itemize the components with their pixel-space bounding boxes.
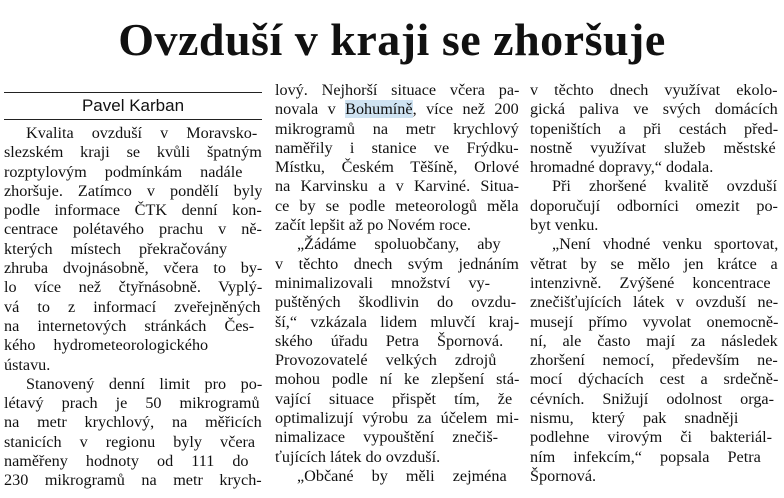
text-line: mohou podle ní ke zlepšení stá- — [275, 370, 519, 389]
text-line: minimalizovali množství vy- — [275, 273, 491, 292]
text-line: musejí přímo vyvolat onemocně- — [530, 312, 778, 331]
text-line: v těchto dnech využívat ekolo- — [530, 81, 778, 99]
text-line: naměřeny hodnoty od 111 do — [4, 452, 249, 471]
text-line: nostně využívat služeb městské — [530, 138, 776, 157]
text-line: Při zhoršené kvalitě ovzduší — [552, 177, 777, 196]
text-line: létavý prach je 50 mikrogramů — [4, 394, 260, 413]
text-line: vající situace přispět tím, že — [275, 389, 513, 408]
byline — [4, 92, 262, 120]
article-column-1 — [4, 124, 262, 491]
text-line: byt venku. — [530, 216, 599, 235]
text-line: lový. Nejhorší situace včera pa- — [275, 81, 519, 99]
text-line: intenzivně. Zvýšené koncentrace — [530, 273, 771, 292]
text-line: hromadné dopravy,“ dodala. — [530, 158, 714, 177]
text-line: Místku, Českém Těšíně, Orlové — [275, 158, 519, 177]
text-line: cévních. Snižují odolnost orga- — [530, 389, 775, 408]
text-line: ústavu. — [4, 355, 51, 374]
text-line: stanicích v regionu byly včera — [4, 432, 256, 451]
headline: Ovzduší v kraji se zhoršuje — [118, 14, 666, 65]
text-line: Kvalita ovzduší v Moravsko- — [26, 124, 258, 142]
text-line: slezském kraji se kvůli špatným — [4, 143, 262, 162]
text-line: nimalizace vypouštění znečiš- — [275, 428, 499, 447]
text-line: zhruba dvojnásobně, včera to by- — [4, 259, 262, 278]
text-line: vá to z informací zveřejněných — [4, 297, 261, 316]
text-line: Provozovatelé velkých zdrojů — [275, 351, 497, 370]
text-line: centrace polétavého prachu v ně- — [4, 220, 262, 239]
text-line: naměřily i stanice ve Frýdku- — [275, 138, 519, 157]
text-line: nismu, který pak snadněji — [530, 409, 739, 428]
text-line: ce by se podle meteorologů měla — [275, 196, 519, 215]
text-line: kého hydrometeorologického — [4, 336, 209, 355]
text-line: znečišťujících látek v ovzduší ne- — [530, 293, 778, 312]
text-line: podle informace ČTK denní kon- — [4, 201, 262, 220]
text-line: novala v Bohumíně, více než 200 — [275, 100, 519, 119]
text-line: rozptylovým podmínkám nadále — [4, 162, 243, 181]
text-line: na Karvinsku a v Karviné. Situa- — [275, 177, 519, 196]
text-line: Špornová. — [530, 466, 597, 485]
text-line: ťujících látek do ovzduší. — [275, 447, 441, 466]
text-line: ského úřadu Petra Špornová. — [275, 331, 504, 350]
text-line: doporučují odborníci omezit po- — [530, 196, 778, 215]
text-line: na metr krychlový, na měřicích — [4, 413, 262, 432]
text-line: ší,“ vzkázala lidem mluvčí kraj- — [275, 312, 519, 331]
text-line: začít lepšit až po Novém roce. — [275, 216, 471, 235]
text-line: mocí dýchacích cest a srdečně- — [530, 370, 778, 389]
text-line: „Žádáme spoluobčany, aby — [297, 235, 501, 254]
text-line: podlehne virovým či bakteriál- — [530, 428, 773, 447]
text-line: lo více než čtyřnásobně. Vyplý- — [4, 278, 262, 297]
text-line: optimalizují výrobu za účelem mi- — [275, 409, 519, 428]
text-line: ní, ale často mají za následek — [530, 331, 778, 350]
text-line: zhoršuje. Zatímco v pondělí byly — [4, 181, 262, 200]
author-name: Pavel Karban — [81, 96, 185, 115]
text-line: topeništích a při cestách před- — [530, 119, 778, 138]
text-line: puštěných škodlivin do ovzdu- — [275, 293, 517, 312]
text-line: kterých místech překračovány — [4, 239, 228, 258]
text-line: mikrogramů na metr krychlový — [275, 119, 519, 138]
text-line: Stanovený denní limit pro po- — [26, 374, 262, 393]
text-line: v těchto dnech svým jednáním — [275, 254, 519, 273]
text-line: 230 mikrogramů na metr krych- — [4, 471, 262, 490]
text-line: zhoršení nemocí, především ne- — [530, 351, 778, 370]
article-column-2 — [275, 81, 519, 486]
highlighted-word: Bohumíně — [345, 100, 413, 119]
text-line: na internetových stránkách Čes- — [4, 316, 255, 335]
text-line: gická paliva ve svých domácích — [530, 100, 778, 119]
article-column-3 — [530, 81, 778, 486]
text-line: „Občané by měli zejména — [297, 466, 507, 485]
text-line: „Není vhodné venku sportovat, — [552, 235, 778, 254]
text-line: ním infekcím,“ popsala Petra — [530, 447, 761, 466]
text-line: větrat by se mělo jen krátce a — [530, 254, 778, 273]
